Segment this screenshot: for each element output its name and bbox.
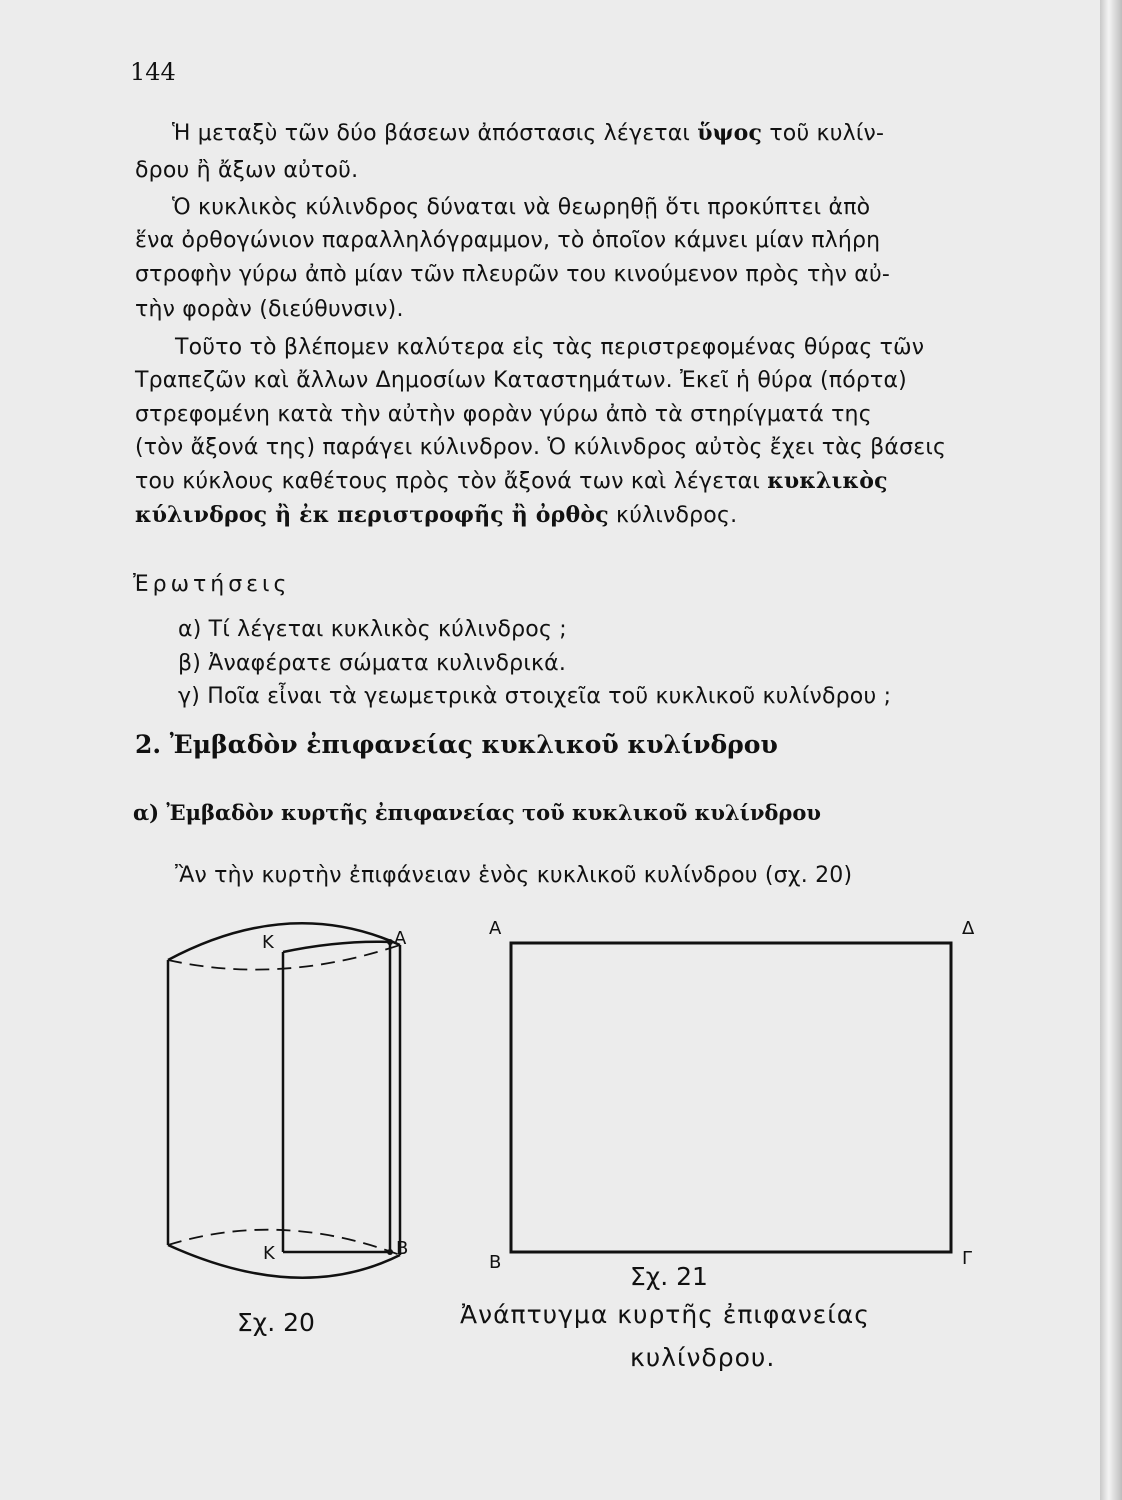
text-span: κύλινδρος. xyxy=(608,503,738,528)
bold-term: ὕψος xyxy=(697,120,763,146)
text-line: στροφὴν γύρω ἀπὸ μίαν τῶν πλευρῶν του κινούμενον πρὸς τὴν αὐ- xyxy=(135,262,891,287)
fig21-caption-text: Ἀνάπτυγμα κυρτῆς ἐπιφανείας xyxy=(460,1300,870,1329)
questions-heading: Ἐρωτήσεις xyxy=(133,572,291,597)
text-line: ἕνα ὀρθογώνιον παραλληλόγραμμον, τὸ ὁποῖον κάμνει μίαν πλήρη xyxy=(135,228,881,253)
cut-top-edge xyxy=(283,942,392,952)
text-span: τοῦ κυλίν- xyxy=(762,121,885,146)
text-line: Τραπεζῶν καὶ ἄλλων Δημοσίων Καταστημάτων. Ἐκεῖ ἡ θύρα (πόρτα) xyxy=(135,368,907,393)
bold-term: κύλινδρος ἢ ἐκ περιστροφῆς ἢ ὀρθὸς xyxy=(135,502,609,528)
text-line: Ἂν τὴν κυρτὴν ἐπιφάνειαν ἑνὸς κυκλικοῦ κυλίνδρου (σχ. 20) xyxy=(175,863,853,888)
bold-term: κυκλικὸς xyxy=(767,468,888,494)
label-k-top: Κ xyxy=(262,932,274,953)
text-line: δρου ἢ ἄξων αὐτοῦ. xyxy=(135,158,359,183)
question-item: α) Τί λέγεται κυκλικὸς κύλινδρος ; xyxy=(178,617,567,642)
label-b: Β xyxy=(396,1238,409,1259)
text-line: Τοῦτο τὸ βλέπομεν καλύτερα εἰς τὰς περιστρεφομένας θύρας τῶν xyxy=(175,335,925,360)
label-rect-b: Β xyxy=(489,1252,502,1273)
fig20-caption: Σχ. 20 xyxy=(237,1308,315,1337)
label-a: Α xyxy=(394,928,407,949)
text-span: του κύκλους καθέτους πρὸς τὸν ἄξονά των καὶ λέγεται xyxy=(135,469,768,494)
fig21-caption: Σχ. 21 xyxy=(630,1262,708,1291)
page-number: 144 xyxy=(130,58,176,86)
text-span: Ἡ μεταξὺ τῶν δύο βάσεων ἀπόστασις λέγεται xyxy=(172,121,698,146)
page-edge xyxy=(1100,0,1122,1500)
section-title: 2. Ἐμβαδὸν ἐπιφανείας κυκλικοῦ κυλίνδρου xyxy=(135,730,778,759)
label-rect-a: Α xyxy=(489,918,502,939)
point-a-dot xyxy=(387,939,393,945)
text-line: στρεφομένη κατὰ τὴν αὐτὴν φορὰν γύρω ἀπὸ τὰ στηρίγματά της xyxy=(135,402,872,427)
label-rect-d: Δ xyxy=(962,918,975,939)
text-line: Ὁ κυκλικὸς κύλινδρος δύναται νὰ θεωρηθῇ ὅτι προκύπτει ἀπὸ xyxy=(172,195,871,220)
text-line: (τὸν ἄξονά της) παράγει κύλινδρον. Ὁ κύλινδρος αὐτὸς ἔχει τὰς βάσεις xyxy=(135,435,947,460)
question-item: γ) Ποῖα εἶναι τὰ γεωμετρικὰ στοιχεῖα τοῦ κυκλικοῦ κυλίνδρου ; xyxy=(178,684,892,709)
point-b-dot xyxy=(387,1249,393,1255)
fig21-caption-text: κυλίνδρου. xyxy=(630,1343,776,1372)
label-k-bottom: Κ xyxy=(263,1243,275,1264)
label-rect-g: Γ xyxy=(962,1248,973,1269)
development-rectangle xyxy=(511,943,951,1252)
section-subtitle: α) Ἐμβαδὸν κυρτῆς ἐπιφανείας τοῦ κυκλικοῦ κυλίνδρου xyxy=(133,800,821,825)
question-item: β) Ἀναφέρατε σώματα κυλινδρικά. xyxy=(178,651,567,676)
text-line: τὴν φορὰν (διεύθυνσιν). xyxy=(135,297,404,322)
